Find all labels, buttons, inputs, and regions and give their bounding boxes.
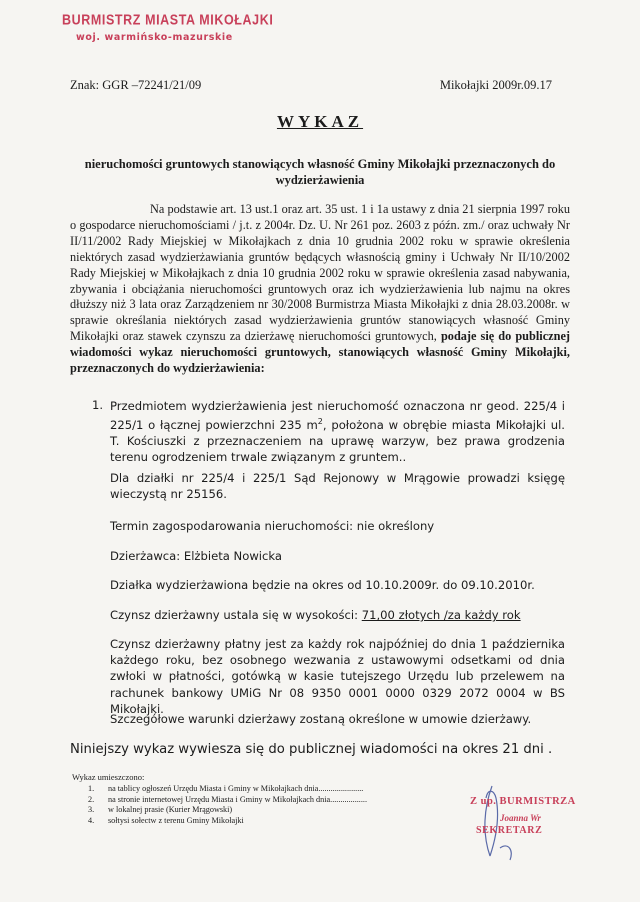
- lease-period-paragraph: Działka wydzierżawiona będzie na okres od 10.10.2009r. do 09.10.2010r.: [110, 578, 535, 592]
- item-number: 1.: [92, 398, 104, 412]
- payment-paragraph: Czynsz dzierżawny płatny jest za każdy rok najpóźniej do dnia 1 października każdego roku, bez osobnego wezwania z ustawowymi odsetkami od dnia zwłoki w płatności, gotówką w kasie tutejszego Urzędu lub przelewem na rachunek bankowy UMiG Nr 08 9350 0001 0000 0329 2072 0004 w BS Mikołajki.: [110, 637, 565, 716]
- signature-stamp-role: SEKRETARZ: [476, 825, 543, 836]
- item-description: [110, 398, 565, 466]
- issuer-stamp-subtitle: woj. warmińsko-mazurskie: [76, 32, 233, 43]
- signature-stamp: [470, 796, 576, 836]
- legal-basis-paragraph: [70, 202, 570, 377]
- document-title: WYKAZ: [276, 112, 364, 131]
- item-description-text: Przedmiotem wydzierżawienia jest nieruchomość oznaczona nr geod. 225/4 i 225/1 o łącznej powierzchni 235 m: [110, 399, 565, 433]
- posting-list-item: 3. w lokalnej prasie (Kurier Mrągowski): [88, 805, 233, 814]
- area-unit-superscript: 2: [317, 417, 323, 427]
- rent-value: 71,00 złotych /za każdy rok: [361, 608, 521, 622]
- rent-label: Czynsz dzierżawny ustala się w wysokości:: [110, 608, 362, 622]
- signature-stamp-name: Joanna Wr: [500, 813, 541, 823]
- posting-list: [88, 784, 367, 826]
- posting-list-item: 1. na tablicy ogłoszeń Urzędu Miasta i Gminy w Mikołajkach dnia......................: [88, 784, 364, 793]
- closing-statement: Niniejszy wykaz wywiesza się do publicznej wiadomości na okres 21 dni .: [70, 742, 553, 757]
- land-register-paragraph: Dla działki nr 225/4 i 225/1 Sąd Rejonowy w Mrągowie prowadzi księgę wieczystą nr 25156.: [110, 471, 565, 502]
- issuer-stamp: [62, 12, 273, 43]
- posting-list-item: 2. na stronie internetowej Urzędu Miasta i Gminy w Mikołajkach dnia..................: [88, 794, 367, 804]
- rent-paragraph: [110, 607, 565, 623]
- conditions-paragraph: Szczegółowe warunki dzierżawy zostaną określone w umowie dzierżawy.: [110, 712, 532, 726]
- issuer-stamp-title: BURMISTRZ MIASTA MIKOŁAJKI: [62, 12, 274, 29]
- posting-label: Wykaz umieszczono:: [72, 772, 145, 782]
- legal-basis-announcement: podaje się do publicznej wiadomości wykaz nieruchomości gruntowych, stanowiących własność Gminy Mikołajki, przeznaczonych do wydzierżawienia:: [70, 329, 570, 376]
- reference-number: Znak: GGR –72241/21/09: [70, 78, 202, 92]
- legal-basis-text: Na podstawie art. 13 ust.1 oraz art. 35 ust. 1 i 1a ustawy z dnia 21 sierpnia 1997 roku o gospodarce nieruchomościami / j.t. z 2004r. Dz. U. Nr 261 poz. 2603 z późn. zm./ oraz uchwały Nr II/11/2002 Rady Miejskiej w Mikołajkach z dnia 10 grudnia 2002 roku w sprawie określenia niektórych zasad wydzierżawiania gruntów będących własnością gminy i Uchwały Nr II/10/2002 Rady Miejskiej w Mikołajkach z dnia 10 grudnia 2002 roku w sprawie określenia zasad nabywania, zbywania i obciążania nieruchomości gruntowych oraz ich wydzierżawienia lub najmu na okres dłuższy niż 3 lata oraz Zarządzeniem nr 30/2008 Burmistrza Miasta Mikołajki z dnia 28.03.2008r. w sprawie określania niektórych zasad wydzierżawienia gruntów stanowiących własność Gminy Mikołajki oraz stawek czynszu za dzierżawę nieruchomości gruntowych,: [70, 202, 570, 344]
- document-date: Mikołajki 2009r.09.17: [439, 78, 552, 92]
- lessee-paragraph: Dzierżawca: Elżbieta Nowicka: [110, 549, 283, 563]
- signature-stamp-line: Z up. BURMISTRZA: [470, 796, 576, 807]
- posting-list-item: 4. sołtysi sołectw z terenu Gminy Mikołajki: [88, 815, 244, 825]
- development-term-paragraph: Termin zagospodarowania nieruchomości: nie określony: [110, 519, 435, 533]
- item-description-rest: , położona w obrębie miasta Mikołajki ul. T. Kościuszki z przeznaczeniem na uprawę warzyw, bez prawa grodzenia terenu ogrodzeniem trwale związanym z gruntem..: [110, 418, 565, 465]
- document-subtitle: nieruchomości gruntowych stanowiących własność Gminy Mikołajki przeznaczonych do wydzierżawienia: [84, 157, 556, 187]
